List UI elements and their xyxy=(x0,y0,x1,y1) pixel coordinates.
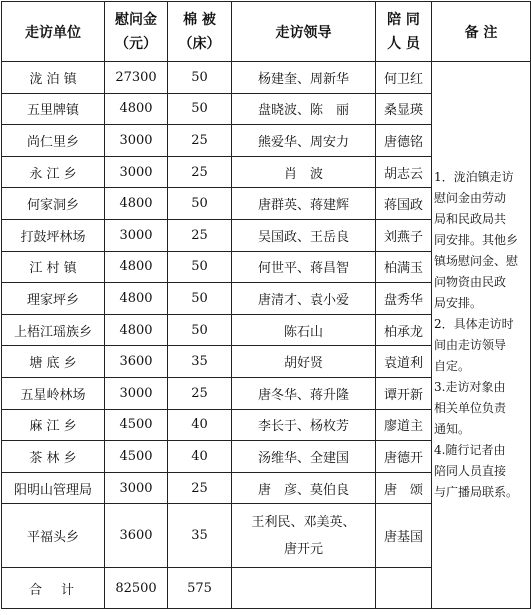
leaders-cell: 何世平、蒋昌智 xyxy=(232,251,376,283)
leaders-cell: 唐群英、蒋建辉 xyxy=(232,188,376,220)
remarks-line: 相关单位负责 xyxy=(434,401,507,416)
leaders-cell: 唐冬华、蒋升隆 xyxy=(232,377,376,409)
staff-cell: 盘秀华 xyxy=(376,283,432,315)
funds-cell: 3000 xyxy=(105,219,168,251)
leaders-cell: 吴国政、王岳良 xyxy=(232,219,376,251)
quilts-cell: 40 xyxy=(168,441,232,473)
funds-cell: 4800 xyxy=(105,93,168,125)
quilts-cell: 50 xyxy=(168,314,232,346)
header-quilts-line1: 棉 被 xyxy=(183,11,216,28)
unit-cell: 泷 泊 镇 xyxy=(2,62,105,94)
leaders-cell: 陈石山 xyxy=(232,314,376,346)
leaders-cell: 唐 彦、莫伯良 xyxy=(232,472,376,504)
remarks-line: 2．具体走访时 xyxy=(434,317,514,332)
remarks-cell xyxy=(432,62,531,609)
remarks-line: 3.走访对象由 xyxy=(434,380,506,395)
unit-cell: 麻 江 乡 xyxy=(2,409,105,441)
quilts-cell: 25 xyxy=(168,377,232,409)
total-leaders-empty xyxy=(232,568,376,609)
header-staff-line1: 陪 同 xyxy=(387,11,420,28)
remarks-line: 局和民政局共 xyxy=(434,212,507,227)
table-row xyxy=(2,62,531,94)
header-leaders: 走访领导 xyxy=(232,2,376,62)
quilts-cell: 50 xyxy=(168,251,232,283)
quilts-cell: 50 xyxy=(168,62,232,94)
quilts-cell: 50 xyxy=(168,188,232,220)
unit-cell: 上梧江瑶族乡 xyxy=(2,314,105,346)
unit-cell: 打鼓坪林场 xyxy=(2,219,105,251)
funds-cell: 4800 xyxy=(105,188,168,220)
leaders-line: 王利民、邓美英、 xyxy=(251,514,356,530)
remarks-line: 4.随行记者由 xyxy=(434,443,506,458)
remarks-line: 自定。 xyxy=(434,359,471,374)
leaders-line: 唐开元 xyxy=(283,541,323,557)
staff-cell: 何卫红 xyxy=(376,62,432,94)
header-funds xyxy=(105,2,168,62)
staff-cell: 唐德开 xyxy=(376,441,432,473)
unit-cell: 理家坪乡 xyxy=(2,283,105,315)
unit-cell: 平福头乡 xyxy=(2,504,105,568)
quilts-cell: 35 xyxy=(168,346,232,378)
unit-cell: 阳明山管理局 xyxy=(2,472,105,504)
quilts-cell: 40 xyxy=(168,409,232,441)
quilts-cell: 25 xyxy=(168,125,232,157)
staff-cell: 刘燕子 xyxy=(376,219,432,251)
unit-cell: 尚仁里乡 xyxy=(2,125,105,157)
remarks-line: 慰问金由劳动 xyxy=(434,191,507,206)
header-funds-line1: 慰问金 xyxy=(115,11,157,28)
header-quilts-line2: （床） xyxy=(178,35,221,52)
leaders-cell: 唐清才、袁小爱 xyxy=(232,283,376,315)
remarks-line: 通知。 xyxy=(434,422,471,437)
header-row xyxy=(2,2,531,62)
staff-cell: 唐德铭 xyxy=(376,125,432,157)
leaders-cell: 杨建奎、周新华 xyxy=(232,62,376,94)
funds-cell: 3000 xyxy=(105,472,168,504)
leaders-cell: 李长于、杨枚芳 xyxy=(232,409,376,441)
funds-cell: 27300 xyxy=(105,62,168,94)
staff-cell: 袁道利 xyxy=(376,346,432,378)
staff-cell: 胡志云 xyxy=(376,156,432,188)
funds-cell: 3600 xyxy=(105,346,168,378)
header-staff xyxy=(376,2,432,62)
unit-cell: 五星岭林场 xyxy=(2,377,105,409)
unit-cell: 茶 林 乡 xyxy=(2,441,105,473)
funds-cell: 3000 xyxy=(105,377,168,409)
staff-cell: 唐 颂 xyxy=(376,472,432,504)
leaders-cell: 胡好贤 xyxy=(232,346,376,378)
header-remarks: 备 注 xyxy=(432,2,531,62)
leaders-cell xyxy=(232,504,376,568)
funds-cell: 4500 xyxy=(105,409,168,441)
unit-cell: 五里牌镇 xyxy=(2,93,105,125)
visit-schedule-table xyxy=(1,1,531,609)
staff-cell: 蒋国政 xyxy=(376,188,432,220)
quilts-cell: 35 xyxy=(168,504,232,568)
leaders-cell: 盘晓波、陈 丽 xyxy=(232,93,376,125)
total-quilts: 575 xyxy=(168,568,232,609)
staff-cell: 柏承龙 xyxy=(376,314,432,346)
funds-cell: 4800 xyxy=(105,314,168,346)
unit-cell: 永 江 乡 xyxy=(2,156,105,188)
funds-cell: 3000 xyxy=(105,156,168,188)
header-staff-line2: 人 员 xyxy=(387,35,420,52)
total-funds: 82500 xyxy=(105,568,168,609)
remarks-line: 陪同人员直接 xyxy=(434,464,507,479)
total-label: 合 计 xyxy=(2,568,105,609)
staff-cell: 唐基国 xyxy=(376,504,432,568)
quilts-cell: 50 xyxy=(168,93,232,125)
header-funds-line2: （元） xyxy=(115,35,157,52)
staff-cell: 桑显瑛 xyxy=(376,93,432,125)
remarks-line: 同安排。其他乡 xyxy=(434,233,519,248)
unit-cell: 何家洞乡 xyxy=(2,188,105,220)
staff-cell: 柏满玉 xyxy=(376,251,432,283)
quilts-cell: 25 xyxy=(168,472,232,504)
leaders-cell: 熊爱华、周安力 xyxy=(232,125,376,157)
total-staff-empty xyxy=(376,568,432,609)
leaders-cell: 汤维华、全建国 xyxy=(232,441,376,473)
funds-cell: 3600 xyxy=(105,504,168,568)
remarks-line: 镇场慰问金、慰 xyxy=(434,254,519,269)
remarks-line: 与广播局联系。 xyxy=(434,485,519,500)
unit-cell: 塘 底 乡 xyxy=(2,346,105,378)
staff-cell: 廖道主 xyxy=(376,409,432,441)
funds-cell: 4800 xyxy=(105,283,168,315)
header-quilts xyxy=(168,2,232,62)
remarks-line: 间由走访领导 xyxy=(434,338,507,353)
header-unit: 走访单位 xyxy=(2,2,105,62)
funds-cell: 4500 xyxy=(105,441,168,473)
remarks-line: 1．泷泊镇走访 xyxy=(434,170,514,185)
funds-cell: 4800 xyxy=(105,251,168,283)
funds-cell: 3000 xyxy=(105,125,168,157)
staff-cell: 谭开新 xyxy=(376,377,432,409)
unit-cell: 江 村 镇 xyxy=(2,251,105,283)
remarks-line: 局安排。 xyxy=(434,296,483,311)
quilts-cell: 50 xyxy=(168,283,232,315)
leaders-cell: 肖 波 xyxy=(232,156,376,188)
remarks-line: 问物资由民政 xyxy=(434,275,507,290)
quilts-cell: 25 xyxy=(168,219,232,251)
quilts-cell: 25 xyxy=(168,156,232,188)
